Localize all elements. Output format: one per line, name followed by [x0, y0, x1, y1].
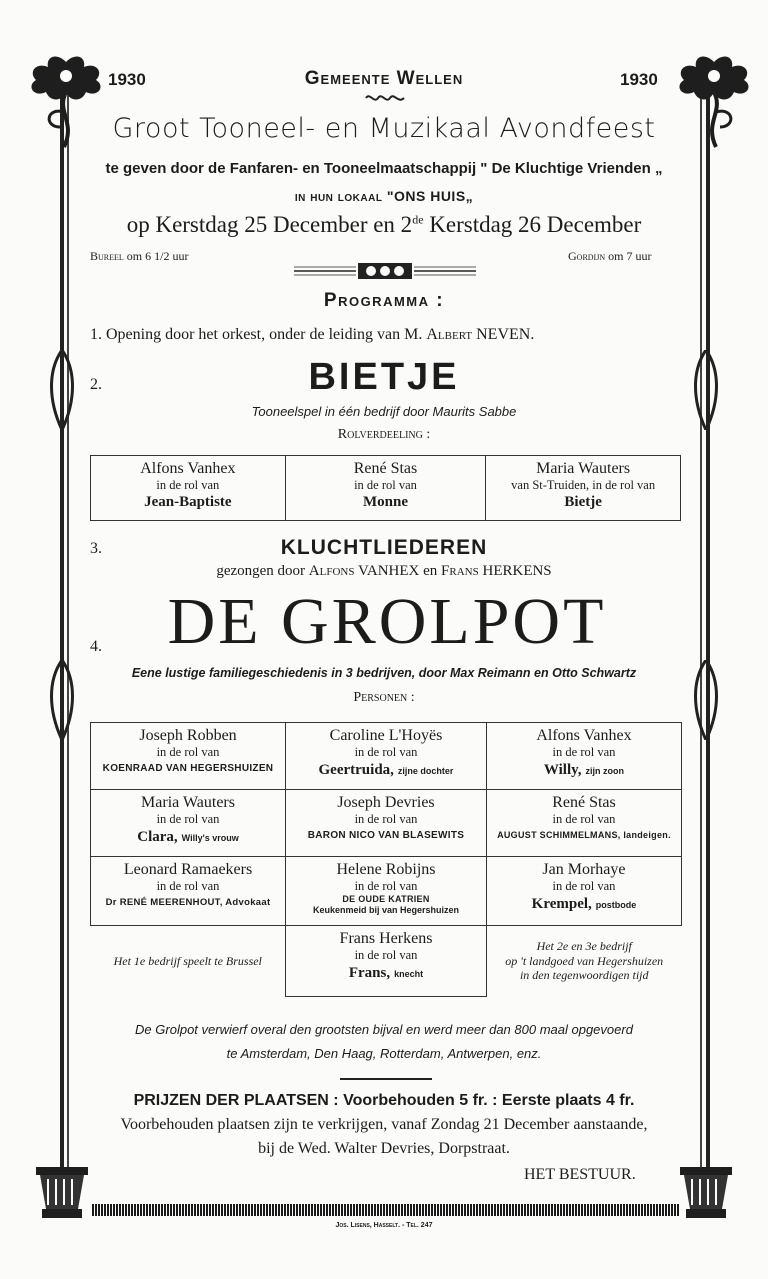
actor-name: Maria Wauters — [141, 794, 235, 811]
item1-first-name: Albert — [426, 326, 473, 343]
grolpot-cast-heading: Personen : — [353, 690, 415, 705]
bietje-cast-heading: Rolverdeeling : — [337, 427, 431, 442]
grolpot-description: Eene lustige familiegeschiedenis in 3 bedrijven, door Max Reimann en Otto Schwartz — [131, 666, 637, 680]
item3-b-first: Frans — [441, 563, 479, 579]
cast-cell — [486, 790, 681, 857]
kluchtliederen-title: KLUCHTLIEDEREN — [280, 536, 488, 559]
cast-cell — [286, 790, 487, 857]
table-row — [91, 723, 682, 790]
actor-name: Leonard Ramaekers — [123, 861, 253, 878]
role-label: in de rol van — [552, 879, 616, 894]
office-hours — [90, 249, 188, 264]
year-right: 1930 — [620, 70, 658, 89]
venue-text: in hun lokaal "ONS HUIS„ — [294, 188, 474, 204]
year-left: 1930 — [108, 70, 146, 89]
item3-and: en — [423, 563, 438, 579]
character-line — [489, 760, 679, 779]
role-label: in de rol van — [354, 879, 418, 894]
cast-cell — [91, 926, 286, 997]
cast-cell — [486, 857, 681, 926]
cast-cell — [91, 456, 286, 521]
dates-sup: de — [412, 212, 424, 227]
item3-a-last: VANHEX — [357, 563, 420, 579]
bietje-description: Tooneelspel in één bedrijf door Maurits Sabbe — [251, 404, 517, 419]
item1-number: 1. — [90, 326, 102, 343]
character-name: Bietje — [564, 494, 602, 511]
grolpot-title: DE GROLPOT — [167, 585, 607, 658]
actor-name: Alfons Vanhex — [140, 460, 236, 477]
actor-name: Frans Herkens — [339, 930, 433, 947]
actor-name: René Stas — [353, 460, 418, 477]
role-label: in de rol van — [354, 745, 418, 760]
actor-name: Joseph Devries — [337, 794, 435, 811]
left-urn-base — [34, 1165, 90, 1220]
character-name: AUGUST SCHIMMELMANS, landeigen. — [497, 830, 671, 841]
character-line — [288, 760, 484, 779]
character-line — [288, 963, 484, 982]
character-note: zijn zoon — [585, 766, 625, 777]
role-label: in de rol van — [354, 948, 418, 963]
table-row — [91, 790, 682, 857]
act1-location: Het 1e bedrijf speelt te Brussel — [113, 953, 262, 968]
role-label: in de rol van — [354, 812, 418, 827]
act23-line3: in den tegenwoordigen tijd — [519, 968, 649, 983]
role-label: in de rol van — [156, 745, 220, 760]
table-row — [91, 456, 681, 521]
table-row — [91, 857, 682, 926]
signature: HET BESTUUR. — [524, 1166, 636, 1183]
grolpot-claim-line2: te Amsterdam, Den Haag, Rotterdam, Antwerpen, enz. — [226, 1046, 542, 1061]
character-note: zijne dochter — [397, 766, 454, 777]
character-name: BARON NICO VAN BLASEWITS — [307, 830, 465, 842]
grolpot-claim-line1: De Grolpot verwierf overal den grootsten bijval en werd meer dan 800 maal opgevoerd — [135, 1022, 633, 1037]
character-note: postbode — [595, 900, 637, 911]
role-label: in de rol van — [552, 745, 616, 760]
reservations-line2: bij de Wed. Walter Devries, Dorpstraat. — [258, 1140, 510, 1157]
event-dates — [0, 212, 768, 238]
cast-cell — [486, 926, 681, 997]
printer-credit: Jos. Lisens, Hasselt. - Tel. 247 — [335, 1222, 433, 1229]
cast-cell — [486, 456, 681, 521]
program-item-1 — [90, 326, 534, 344]
role-label: in de rol van — [354, 478, 417, 493]
curtain-time — [568, 249, 651, 264]
role-label: van St-Truiden, in de rol van — [511, 478, 656, 493]
act23-line1: Het 2e en 3e bedrijf — [536, 939, 632, 954]
item3-a-first: Alfons — [308, 563, 355, 579]
item3-b-last: HERKENS — [482, 563, 552, 579]
dates-pre: op Kerstdag 25 December en 2 — [126, 212, 413, 237]
item2-number: 2. — [90, 376, 102, 393]
cast-cell — [286, 857, 487, 926]
event-title: Groot Tooneel- en Muzikaal Avondfeest — [112, 113, 656, 144]
cast-cell — [486, 723, 681, 790]
role-label: in de rol van — [156, 812, 220, 827]
actor-name: Joseph Robben — [139, 727, 237, 744]
cast-cell — [91, 857, 286, 926]
dates-post: Kerstdag 26 December — [423, 212, 642, 237]
item4-number: 4. — [90, 638, 102, 655]
role-label: in de rol van — [156, 478, 220, 493]
programma-heading: Programma : — [323, 290, 445, 311]
kluchtliederen-performers — [0, 563, 768, 580]
actor-name: Helene Robijns — [336, 861, 436, 878]
actor-name: Jan Morhaye — [542, 861, 626, 878]
cast-cell — [91, 723, 286, 790]
divider-ornament — [294, 262, 476, 280]
actor-name: Maria Wauters — [536, 460, 631, 477]
item1-text: Opening door het orkest, onder de leiding van M. — [106, 326, 423, 343]
character-name: Krempel, — [531, 896, 592, 913]
character-note: knecht — [394, 969, 424, 980]
municipality-title: Gemeente Wellen — [304, 68, 464, 89]
office-label: Bureel — [90, 249, 124, 263]
actor-name: René Stas — [552, 794, 616, 811]
curtain-label: Gordijn — [568, 249, 606, 263]
cast-cell — [286, 723, 487, 790]
character-name: Clara, — [137, 829, 178, 846]
character-line — [489, 894, 679, 913]
reservations-line1: Voorbehouden plaatsen zijn te verkrijgen, vanaf Zondag 21 December aanstaande, — [120, 1116, 648, 1133]
act23-line2: op 't landgoed van Hegershuizen — [505, 953, 664, 968]
event-subtitle: te geven door de Fanfaren- en Tooneelmaatschappij " De Kluchtige Vrienden „ — [105, 160, 663, 177]
item3-number: 3. — [90, 540, 102, 557]
table-row — [91, 926, 682, 997]
scroll-ornament — [364, 92, 406, 104]
printer-decorative-bar — [92, 1204, 680, 1216]
venue-line — [0, 188, 768, 204]
item1-last-name: NEVEN. — [476, 326, 535, 343]
actor-name: Alfons Vanhex — [536, 727, 632, 744]
bietje-title: BIETJE — [308, 356, 460, 398]
role-label: in de rol van — [156, 879, 220, 894]
character-name: Geertruida, — [318, 762, 394, 779]
cast-cell — [91, 790, 286, 857]
character-note: Keukenmeid bij van Hegershuizen — [312, 904, 459, 915]
curtain-time-value: om 7 uur — [608, 249, 652, 263]
office-time: om 6 1/2 uur — [126, 249, 189, 263]
character-name: KOENRAAD VAN HEGERSHUIZEN — [102, 763, 274, 775]
character-name: Willy, — [543, 762, 582, 779]
right-urn-base — [678, 1165, 734, 1220]
role-label: in de rol van — [552, 812, 616, 827]
cast-cell — [286, 926, 487, 997]
character-line — [93, 827, 283, 846]
ticket-prices: PRIJZEN DER PLAATSEN : Voorbehouden 5 fr. : Eerste plaats 4 fr. — [133, 1092, 635, 1109]
grolpot-cast-table — [90, 722, 682, 997]
character-name: Jean-Baptiste — [144, 494, 232, 511]
footer-rule — [340, 1078, 432, 1080]
character-name: Monne — [362, 494, 408, 511]
bietje-cast-table — [90, 455, 681, 521]
cast-cell — [285, 456, 486, 521]
character-name: DE OUDE KATRIEN — [342, 894, 430, 905]
character-name: Frans, — [348, 965, 391, 982]
character-note: Willy's vrouw — [181, 833, 239, 844]
item3-pre: gezongen door — [216, 563, 306, 579]
actor-name: Caroline L'Hoyës — [329, 727, 443, 744]
character-name: Dr RENÉ MEERENHOUT, Advokaat — [105, 897, 271, 909]
